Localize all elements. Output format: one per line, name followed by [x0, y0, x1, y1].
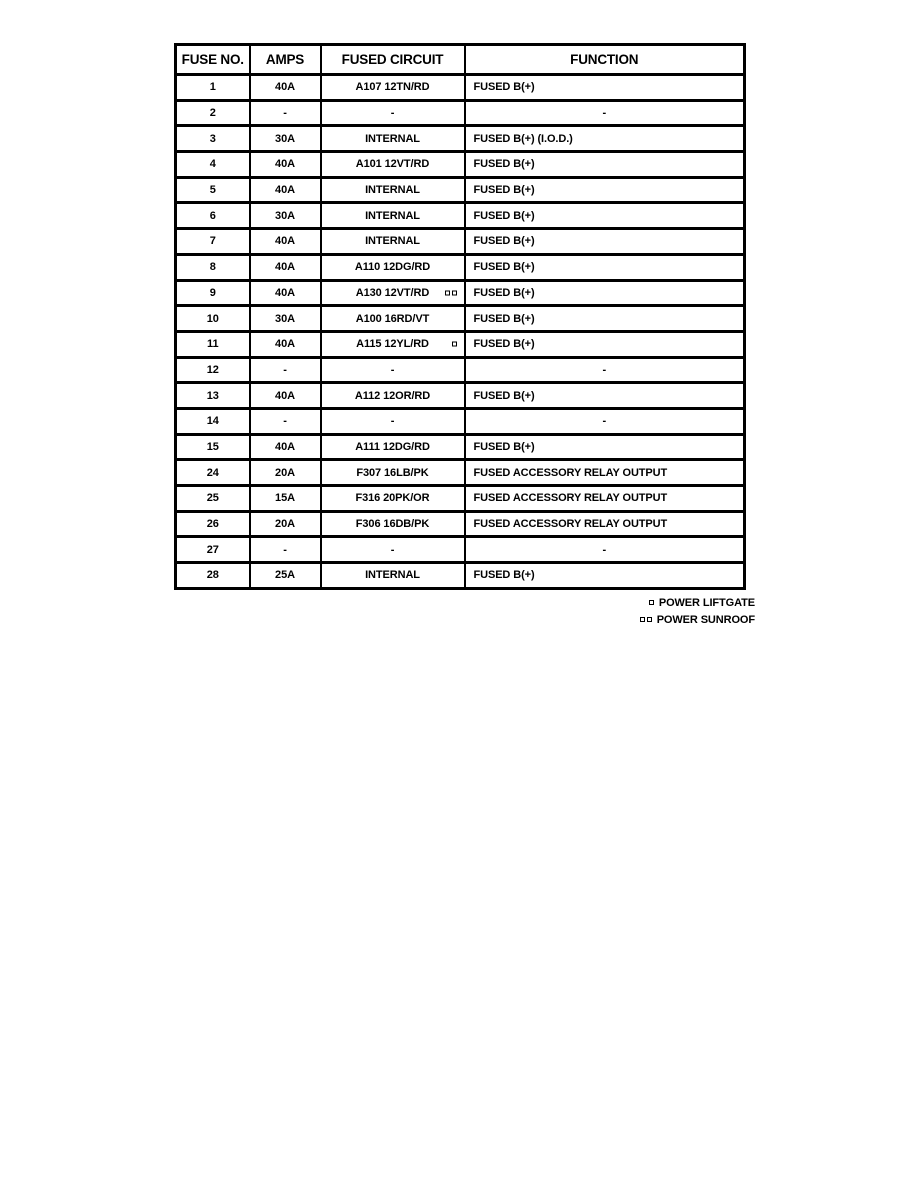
circuit-text: INTERNAL [365, 209, 420, 222]
legend-item [174, 612, 755, 629]
legend-label: POWER SUNROOF [656, 614, 755, 626]
amps-cell: 40A [250, 75, 321, 101]
amps-cell: 40A [250, 434, 321, 460]
circuit-text: A107 12TN/RD [355, 81, 430, 94]
circuit-text: - [390, 415, 395, 428]
circuit-cell [321, 486, 465, 512]
square-marker-icon [640, 617, 645, 622]
amps-cell: 30A [250, 126, 321, 152]
square-marker-icon [647, 617, 652, 622]
table-row [176, 280, 745, 306]
circuit-cell [321, 383, 465, 409]
circuit-cell [321, 280, 465, 306]
circuit-cell [321, 331, 465, 357]
table-row [176, 229, 745, 255]
fuse-no-cell: 2 [176, 100, 250, 126]
fuse-no-cell: 14 [176, 408, 250, 434]
function-cell: - [465, 537, 745, 563]
function-cell: FUSED B(+) [465, 203, 745, 229]
fuse-no-cell: 4 [176, 152, 250, 178]
circuit-text: A111 12DG/RD [355, 440, 430, 453]
amps-cell: 30A [250, 306, 321, 332]
circuit-text: - [390, 107, 395, 120]
circuit-text: A100 16RD/VT [355, 312, 430, 325]
table-row [176, 331, 745, 357]
function-cell: FUSED B(+) [465, 152, 745, 178]
amps-cell: 40A [250, 331, 321, 357]
amps-cell: 20A [250, 511, 321, 537]
circuit-cell [321, 563, 465, 589]
fuse-no-cell: 11 [176, 331, 250, 357]
table-row [176, 152, 745, 178]
circuit-cell [321, 357, 465, 383]
amps-cell: - [250, 408, 321, 434]
table-row [176, 254, 745, 280]
circuit-cell [321, 537, 465, 563]
circuit-text: INTERNAL [365, 235, 420, 248]
function-cell: FUSED ACCESSORY RELAY OUTPUT [465, 460, 745, 486]
table-row [176, 460, 745, 486]
circuit-cell [321, 460, 465, 486]
function-cell: FUSED B(+) [465, 563, 745, 589]
circuit-text: A110 12DG/RD [354, 261, 431, 274]
fuse-no-cell: 3 [176, 126, 250, 152]
amps-cell: - [250, 537, 321, 563]
amps-cell: 20A [250, 460, 321, 486]
square-marker-icon [452, 290, 457, 295]
legend-marker-icons [640, 617, 652, 622]
fuse-no-cell: 25 [176, 486, 250, 512]
function-cell: - [465, 408, 745, 434]
function-cell: FUSED B(+) [465, 331, 745, 357]
table-row [176, 126, 745, 152]
table-row [176, 434, 745, 460]
amps-cell: 40A [250, 383, 321, 409]
circuit-text: A115 12YL/RD [356, 338, 429, 351]
circuit-marker-icons [452, 342, 457, 347]
amps-cell: 25A [250, 563, 321, 589]
circuit-cell [321, 408, 465, 434]
fuse-no-cell: 26 [176, 511, 250, 537]
function-cell: FUSED ACCESSORY RELAY OUTPUT [465, 511, 745, 537]
function-cell: FUSED B(+) [465, 75, 745, 101]
circuit-text: - [390, 363, 395, 376]
circuit-cell [321, 434, 465, 460]
function-cell: FUSED B(+) (I.O.D.) [465, 126, 745, 152]
square-marker-icon [649, 600, 654, 605]
fuse-no-cell: 12 [176, 357, 250, 383]
function-cell: FUSED B(+) [465, 254, 745, 280]
circuit-text: INTERNAL [365, 132, 420, 145]
amps-cell: 30A [250, 203, 321, 229]
legend-marker-icons [649, 600, 654, 605]
circuit-text: A101 12VT/RD [355, 158, 430, 171]
fuse-no-cell: 28 [176, 563, 250, 589]
header-amps: AMPS [250, 45, 321, 75]
amps-cell: 40A [250, 254, 321, 280]
function-cell: FUSED B(+) [465, 383, 745, 409]
circuit-text: A130 12VT/RD [355, 286, 430, 299]
fuse-table [174, 43, 746, 590]
table-row [176, 511, 745, 537]
circuit-marker-icons [445, 290, 457, 295]
function-cell: FUSED B(+) [465, 280, 745, 306]
table-row [176, 537, 745, 563]
circuit-text: F316 20PK/OR [355, 492, 430, 505]
table-header-row [176, 45, 745, 75]
fuse-no-cell: 7 [176, 229, 250, 255]
table-row [176, 357, 745, 383]
fuse-no-cell: 9 [176, 280, 250, 306]
amps-cell: 40A [250, 152, 321, 178]
legend-label: POWER LIFTGATE [658, 597, 755, 609]
table-row [176, 203, 745, 229]
amps-cell: - [250, 357, 321, 383]
function-cell: FUSED B(+) [465, 177, 745, 203]
circuit-cell [321, 306, 465, 332]
square-marker-icon [452, 342, 457, 347]
function-cell: FUSED B(+) [465, 306, 745, 332]
circuit-cell [321, 177, 465, 203]
fuse-no-cell: 15 [176, 434, 250, 460]
table-row [176, 408, 745, 434]
function-cell: FUSED ACCESSORY RELAY OUTPUT [465, 486, 745, 512]
fuse-no-cell: 27 [176, 537, 250, 563]
fuse-table-body [176, 75, 745, 589]
circuit-cell [321, 75, 465, 101]
circuit-text: INTERNAL [365, 184, 420, 197]
circuit-text: - [390, 543, 395, 556]
circuit-text: INTERNAL [365, 569, 420, 582]
amps-cell: 40A [250, 280, 321, 306]
header-function: FUNCTION [465, 45, 745, 75]
circuit-text: F307 16LB/PK [356, 466, 429, 479]
table-row [176, 306, 745, 332]
table-row [176, 563, 745, 589]
circuit-cell [321, 254, 465, 280]
circuit-cell [321, 229, 465, 255]
circuit-cell [321, 126, 465, 152]
square-marker-icon [445, 290, 450, 295]
header-fuse-no: FUSE NO. [176, 45, 250, 75]
circuit-text: F306 16DB/PK [355, 518, 430, 531]
amps-cell: 15A [250, 486, 321, 512]
circuit-cell [321, 100, 465, 126]
fuse-no-cell: 24 [176, 460, 250, 486]
amps-cell: 40A [250, 177, 321, 203]
fuse-no-cell: 5 [176, 177, 250, 203]
circuit-text: A112 12OR/RD [354, 389, 431, 402]
function-cell: - [465, 357, 745, 383]
amps-cell: 40A [250, 229, 321, 255]
amps-cell: - [250, 100, 321, 126]
function-cell: - [465, 100, 745, 126]
circuit-cell [321, 511, 465, 537]
function-cell: FUSED B(+) [465, 229, 745, 255]
table-row [176, 75, 745, 101]
legend [174, 595, 755, 629]
circuit-cell [321, 203, 465, 229]
table-row [176, 100, 745, 126]
fuse-no-cell: 10 [176, 306, 250, 332]
table-row [176, 383, 745, 409]
fuse-no-cell: 8 [176, 254, 250, 280]
legend-item [174, 595, 755, 612]
header-fused-circuit: FUSED CIRCUIT [321, 45, 465, 75]
table-row [176, 177, 745, 203]
circuit-cell [321, 152, 465, 178]
fuse-no-cell: 13 [176, 383, 250, 409]
function-cell: FUSED B(+) [465, 434, 745, 460]
table-row [176, 486, 745, 512]
fuse-no-cell: 6 [176, 203, 250, 229]
fuse-no-cell: 1 [176, 75, 250, 101]
